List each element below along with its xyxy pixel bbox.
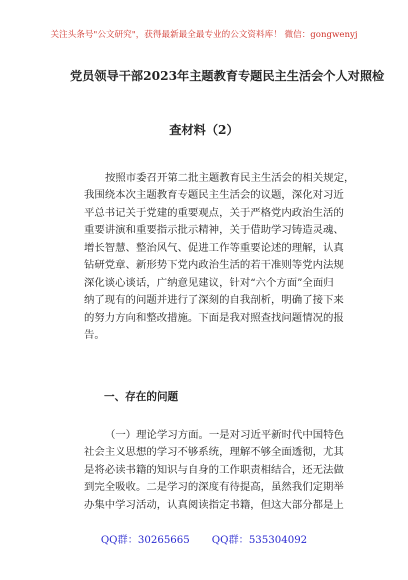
section-heading-problems: 一、存在的问题 xyxy=(104,391,179,403)
document-title-line-1: 党员领导干部2023年主题教育专题民主生活会个人对照检 xyxy=(70,69,385,83)
section-line: 是将必读书籍的知识与自身的工作职责相结合，还无法做 xyxy=(84,463,344,476)
intro-paragraph xyxy=(84,170,355,345)
intro-line: 钻研党章、新形势下党内政治生活的若干准则等党内法规 xyxy=(84,259,344,272)
intro-line: 我围绕本次主题教育专题民主生活会的议题，深化对习近 xyxy=(84,189,344,202)
footer-qq-group-1: QQ群：30265665 xyxy=(100,535,190,546)
intro-line: 按照市委召开第二批主题教育民主生活会的相关规定， xyxy=(105,172,355,184)
intro-line: 深化谈心谈话，广纳意见建议，针对“六个方面”全面归 xyxy=(84,276,334,289)
intro-line: 重要讲演和重要指示批示精神，关于借助学习铸造灵魂、 xyxy=(84,224,344,237)
intro-line: 平总书记关于党建的重要观点，关于严格党内政治生活的 xyxy=(84,206,344,219)
document-title-line-2: 查材料（2） xyxy=(169,123,239,137)
intro-line: 纳了现有的问题并进行了深刻的自我剖析，明确了接下来 xyxy=(84,294,344,307)
section-line: （一）理论学习方面。一是对习近平新时代中国特色 xyxy=(105,429,344,441)
intro-line: 告。 xyxy=(84,329,105,342)
header-banner-text: 关注头条号"公文研究"，获得最新最全最专业的公文资料库！ 微信：gongwenyj xyxy=(50,30,358,40)
section-line: 办集中学习活动，认真阅读指定书籍，但这大部分都是上 xyxy=(84,498,344,511)
intro-line: 的努力方向和整改措施。下面是我对照查找问题情况的报 xyxy=(84,311,344,324)
section-line: 社会主义思想的学习不够系统，理解不够全面透彻，尤其 xyxy=(84,446,344,459)
section-paragraph xyxy=(84,427,344,514)
intro-line: 增长智慧、整治风气、促进工作等重要论述的理解，认真 xyxy=(84,241,344,254)
section-line: 到完全吸收。二是学习的深度有待提高，虽然我们定期举 xyxy=(84,481,344,494)
footer-contact xyxy=(0,534,408,548)
header-banner xyxy=(0,29,408,41)
footer-qq-group-2: QQ群：535304092 xyxy=(211,535,308,546)
